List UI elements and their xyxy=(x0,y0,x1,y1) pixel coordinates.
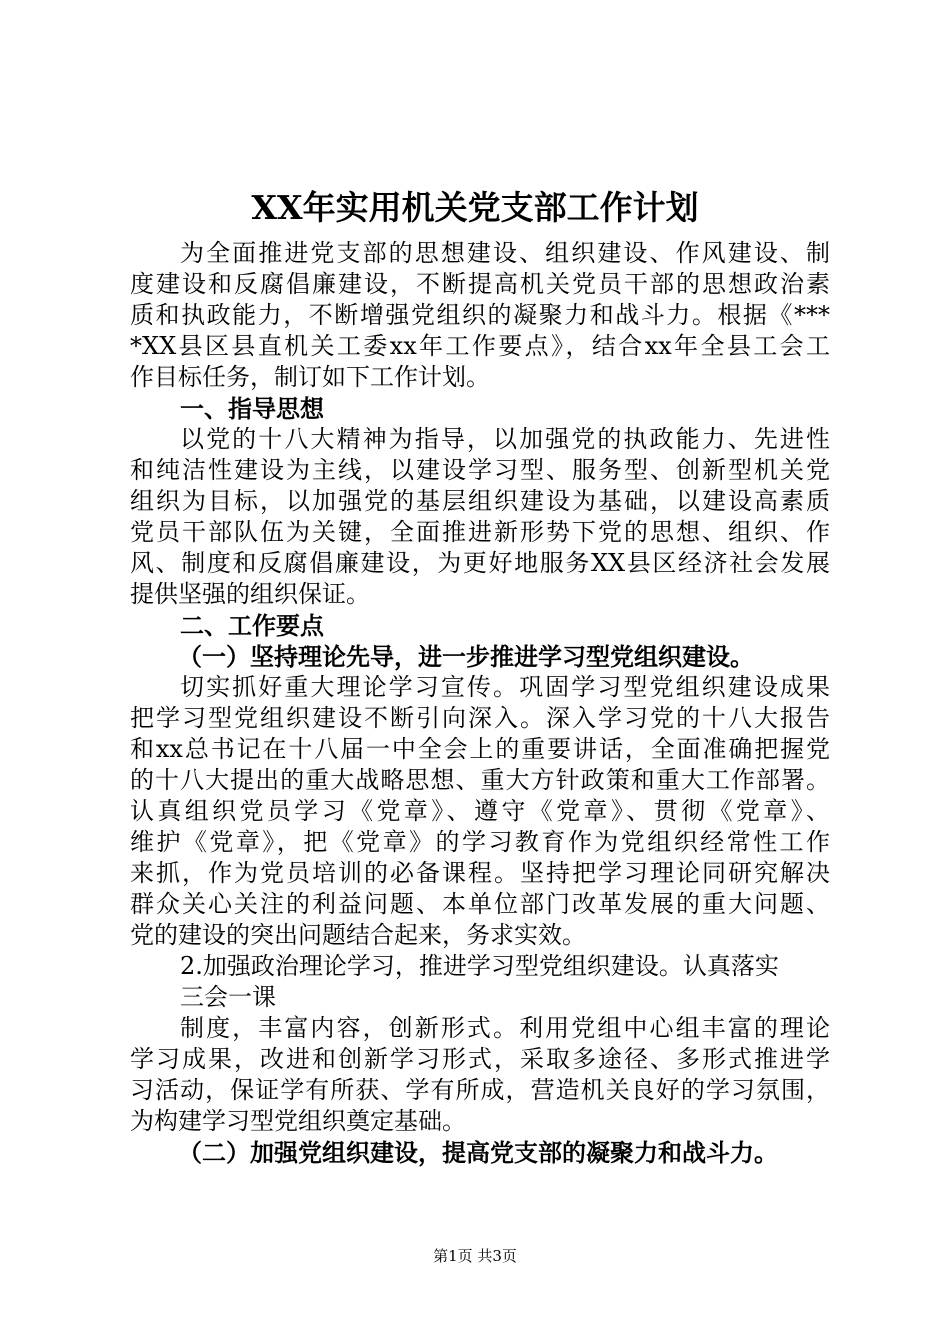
paragraph-line: 以党的十八大精神为指导，以加强党的执政能力、先进性 xyxy=(180,425,830,453)
paragraph-guiding-ideology xyxy=(130,424,830,610)
paragraph-line: 提供坚强的组织保证。 xyxy=(130,580,370,608)
paragraph-political-theory xyxy=(130,951,830,1013)
paragraph-line: 把学习型党组织建设不断引向深入。深入学习党的十八大报告 xyxy=(130,704,830,732)
paragraph-line: 习活动，保证学有所获、学有所成，营造机关良好的学习氛围， xyxy=(130,1076,830,1104)
paragraph-line: 度建设和反腐倡廉建设，不断提高机关党员干部的思想政治素 xyxy=(130,270,830,298)
paragraph-line: 学习成果，改进和创新学习形式，采取多途径、多形式推进学 xyxy=(130,1045,830,1073)
paragraph-theory-study xyxy=(130,672,830,951)
subheading-party-organization: （二）加强党组织建设，提高党支部的凝聚力和战斗力。 xyxy=(178,1138,778,1167)
paragraph-intro xyxy=(130,238,830,393)
paragraph-line: 群众关心关注的利益问题、本单位部门改革发展的重大问题、 xyxy=(130,890,830,918)
paragraph-line: 为全面推进党支部的思想建设、组织建设、作风建设、制 xyxy=(180,239,830,267)
document-title: XX年实用机关党支部工作计划 xyxy=(251,188,699,227)
paragraph-line: 作目标任务，制订如下工作计划。 xyxy=(130,363,490,391)
paragraph-line: 切实抓好重大理论学习宣传。巩固学习型党组织建设成果 xyxy=(180,673,830,701)
paragraph-line: 来抓，作为党员培训的必备课程。坚持把学习理论同研究解决 xyxy=(130,859,830,887)
page-footer: 第1页 共3页 xyxy=(433,1247,517,1265)
paragraph-line: 和纯洁性建设为主线，以建设学习型、服务型、创新型机关党 xyxy=(130,456,830,484)
section-heading-guiding-ideology: 一、指导思想 xyxy=(180,394,324,423)
paragraph-system-innovation xyxy=(130,1013,830,1137)
paragraph-line: 为构建学习型党组织奠定基础。 xyxy=(130,1107,466,1135)
paragraph-line: 2.加强政治理论学习，推进学习型党组织建设。认真落实 xyxy=(180,952,779,980)
document-body xyxy=(130,238,830,1168)
paragraph-line: 三会一课 xyxy=(180,983,276,1011)
paragraph-line: 党员干部队伍为关键，全面推进新形势下党的思想、组织、作 xyxy=(130,518,830,546)
paragraph-line: 维护《党章》，把《党章》的学习教育作为党组织经常性工作 xyxy=(130,828,830,856)
paragraph-line: 制度，丰富内容，创新形式。利用党组中心组丰富的理论 xyxy=(180,1014,830,1042)
subheading-theory-first: （一）坚持理论先导，进一步推进学习型党组织建设。 xyxy=(178,642,754,671)
paragraph-line: 党的建设的突出问题结合起来，务求实效。 xyxy=(130,921,586,949)
paragraph-line: 的十八大提出的重大战略思想、重大方针政策和重大工作部署。 xyxy=(130,766,830,794)
paragraph-line: 风、制度和反腐倡廉建设，为更好地服务XX县区经济社会发展 xyxy=(130,549,830,577)
paragraph-line: *XX县区县直机关工委xx年工作要点》，结合xx年全县工会工 xyxy=(130,332,830,360)
paragraph-line: 质和执政能力，不断增强党组织的凝聚力和战斗力。根据《*** xyxy=(130,301,830,329)
paragraph-line: 认真组织党员学习《党章》、遵守《党章》、贯彻《党章》、 xyxy=(130,797,830,825)
paragraph-line: 和xx总书记在十八届一中全会上的重要讲话，全面准确把握党 xyxy=(130,735,830,763)
paragraph-line: 组织为目标，以加强党的基层组织建设为基础，以建设高素质 xyxy=(130,487,830,515)
section-heading-work-points: 二、工作要点 xyxy=(180,611,324,640)
